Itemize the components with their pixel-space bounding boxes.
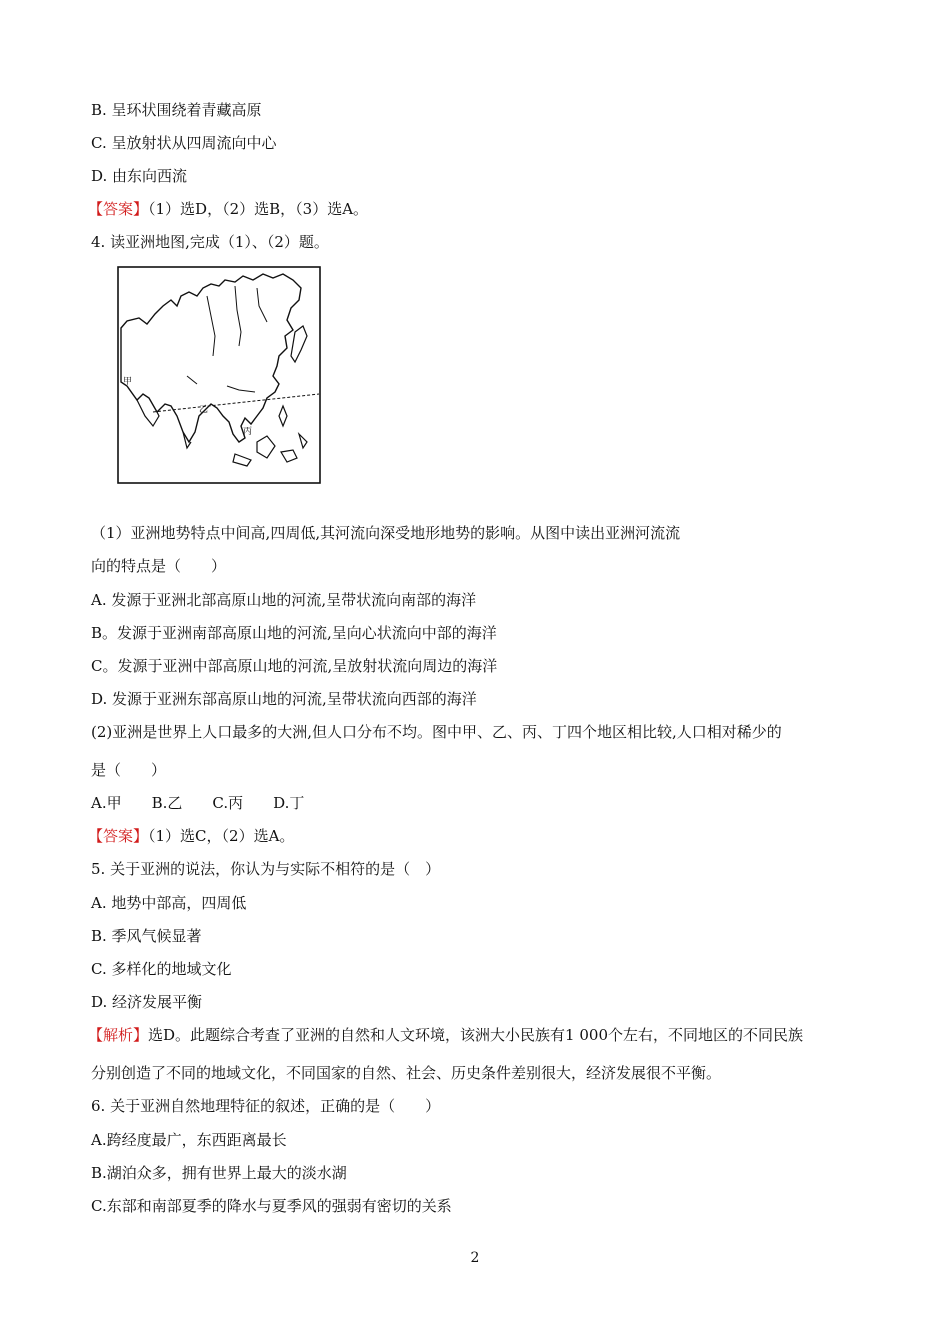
answer-text: （1）选D，（2）选B，（3）选A。 <box>148 200 369 218</box>
page-number: 2 <box>470 1250 480 1266</box>
q4-sub1-line1: （1）亚洲地势特点中间高,四周低,其河流向深受地形地势的影响。从图中读出亚洲河流流 <box>91 524 681 542</box>
q6-stem: 6. 关于亚洲自然地理特征的叙述，正确的是（ ） <box>91 1097 441 1115</box>
q5-option-a: A. 地势中部高，四周低 <box>91 894 247 912</box>
q4-answer <box>88 826 294 846</box>
q5-option-c: C. 多样化的地域文化 <box>91 960 232 978</box>
q5-option-b: B. 季风气候显著 <box>91 927 202 945</box>
q3-option-d: D. 由东向西流 <box>91 167 188 185</box>
q6-option-c: C.东部和南部夏季的降水与夏季风的强弱有密切的关系 <box>91 1197 452 1215</box>
answer-tag: 【答案】 <box>88 827 149 845</box>
q5-analysis-line1 <box>88 1025 803 1045</box>
q4-sub1-line2: 向的特点是（ ） <box>91 557 227 575</box>
map-label-yi: 乙 <box>199 405 209 415</box>
q4-sub1-option-c: C。发源于亚洲中部高原山地的河流,呈放射状流向周边的海洋 <box>91 657 498 675</box>
q4-sub1-option-a: A. 发源于亚洲北部高原山地的河流,呈带状流向南部的海洋 <box>91 591 477 609</box>
q5-option-d: D. 经济发展平衡 <box>91 993 203 1011</box>
asia-map <box>117 266 321 484</box>
q4-sub2-options: A.甲 B.乙 C.丙 D.丁 <box>91 794 305 812</box>
answer-tag: 【答案】 <box>88 200 149 218</box>
map-label-bing: 丙 <box>243 427 253 437</box>
q4-sub1-option-d: D. 发源于亚洲东部高原山地的河流,呈带状流向西部的海洋 <box>91 690 477 708</box>
analysis-tag: 【解析】 <box>88 1026 149 1044</box>
map-label-jia: 甲 <box>123 377 133 387</box>
q4-stem: 4. 读亚洲地图,完成（1）、（2）题。 <box>91 233 329 251</box>
q4-sub2-line1: (2)亚洲是世界上人口最多的大洲,但人口分布不均。图中甲、乙、丙、丁四个地区相比较,人口相对稀少的 <box>91 723 782 741</box>
q6-option-a: A.跨经度最广，东西距离最长 <box>91 1131 287 1149</box>
q4-sub1-option-b: B。发源于亚洲南部高原山地的河流,呈向心状流向中部的海洋 <box>91 624 497 642</box>
q4-sub2-line2: 是（ ） <box>91 761 167 779</box>
answer-text: （1）选C，（2）选A。 <box>148 827 295 845</box>
q5-analysis-line2: 分别创造了不同的地域文化，不同国家的自然、社会、历史条件差别很大，经济发展很不平衡。 <box>91 1064 722 1082</box>
analysis-text: 选D。此题综合考查了亚洲的自然和人文环境，该洲大小民族有1 000个左右，不同地区的不同民族 <box>148 1026 803 1044</box>
q6-option-b: B.湖泊众多，拥有世界上最大的淡水湖 <box>91 1164 347 1182</box>
q5-stem: 5. 关于亚洲的说法，你认为与实际不相符的是（ ） <box>91 860 441 878</box>
q3-option-b: B. 呈环状围绕着青藏高原 <box>91 101 262 119</box>
q3-option-c: C. 呈放射状从四周流向中心 <box>91 134 277 152</box>
asia-map-drawing <box>117 266 321 484</box>
q3-answer <box>88 199 368 219</box>
